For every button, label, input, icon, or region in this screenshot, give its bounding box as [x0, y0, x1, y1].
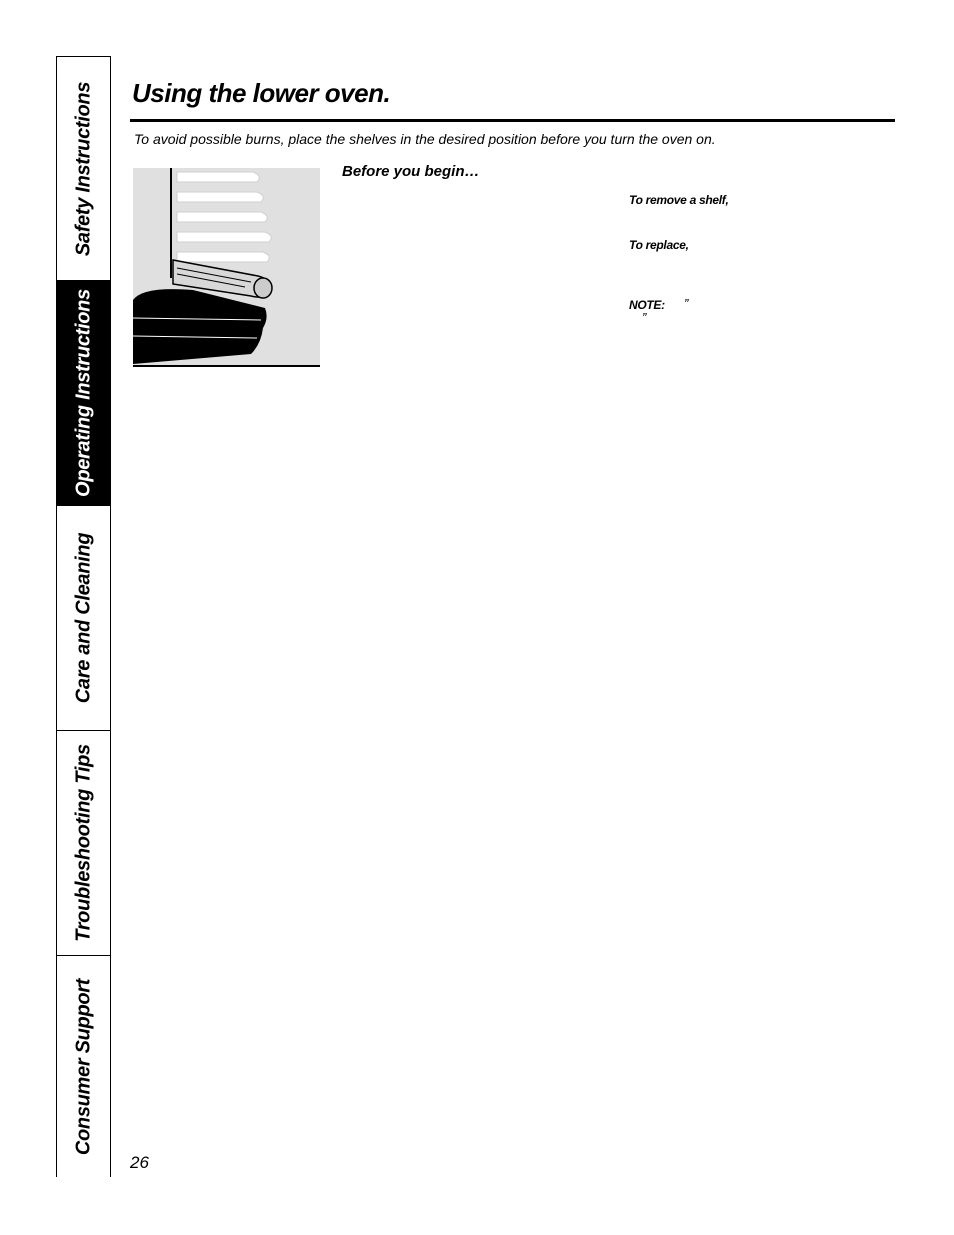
page-title: Using the lower oven. — [132, 78, 391, 108]
tab-label: Troubleshooting Tips — [72, 744, 94, 942]
tab-label: Care and Cleaning — [72, 532, 94, 704]
tab-safety-instructions[interactable] — [57, 57, 110, 281]
quote-mark: ” — [642, 310, 647, 325]
tab-troubleshooting-tips[interactable] — [57, 731, 110, 956]
replace-shelf-label: To replace, — [629, 238, 689, 252]
tab-label: Consumer Support — [72, 978, 94, 1156]
tab-operating-instructions[interactable] — [57, 281, 110, 506]
tab-label: Operating Instructions — [72, 289, 94, 497]
side-tab-strip — [56, 56, 111, 1177]
page-number: 26 — [130, 1153, 149, 1172]
tab-consumer-support[interactable] — [57, 956, 110, 1178]
oven-shelf-drawing — [133, 168, 320, 367]
intro-text: To avoid possible burns, place the shelves in the desired position before you turn the oven on. — [134, 131, 716, 147]
remove-shelf-label: To remove a shelf, — [629, 193, 729, 207]
note-label: NOTE: — [629, 298, 665, 312]
tab-label: Safety Instructions — [72, 81, 94, 256]
quote-mark: ” — [684, 296, 689, 311]
title-divider — [130, 119, 895, 122]
oven-shelf-illustration — [133, 168, 320, 367]
section-heading: Before you begin… — [342, 163, 480, 180]
tab-care-and-cleaning[interactable] — [57, 506, 110, 731]
